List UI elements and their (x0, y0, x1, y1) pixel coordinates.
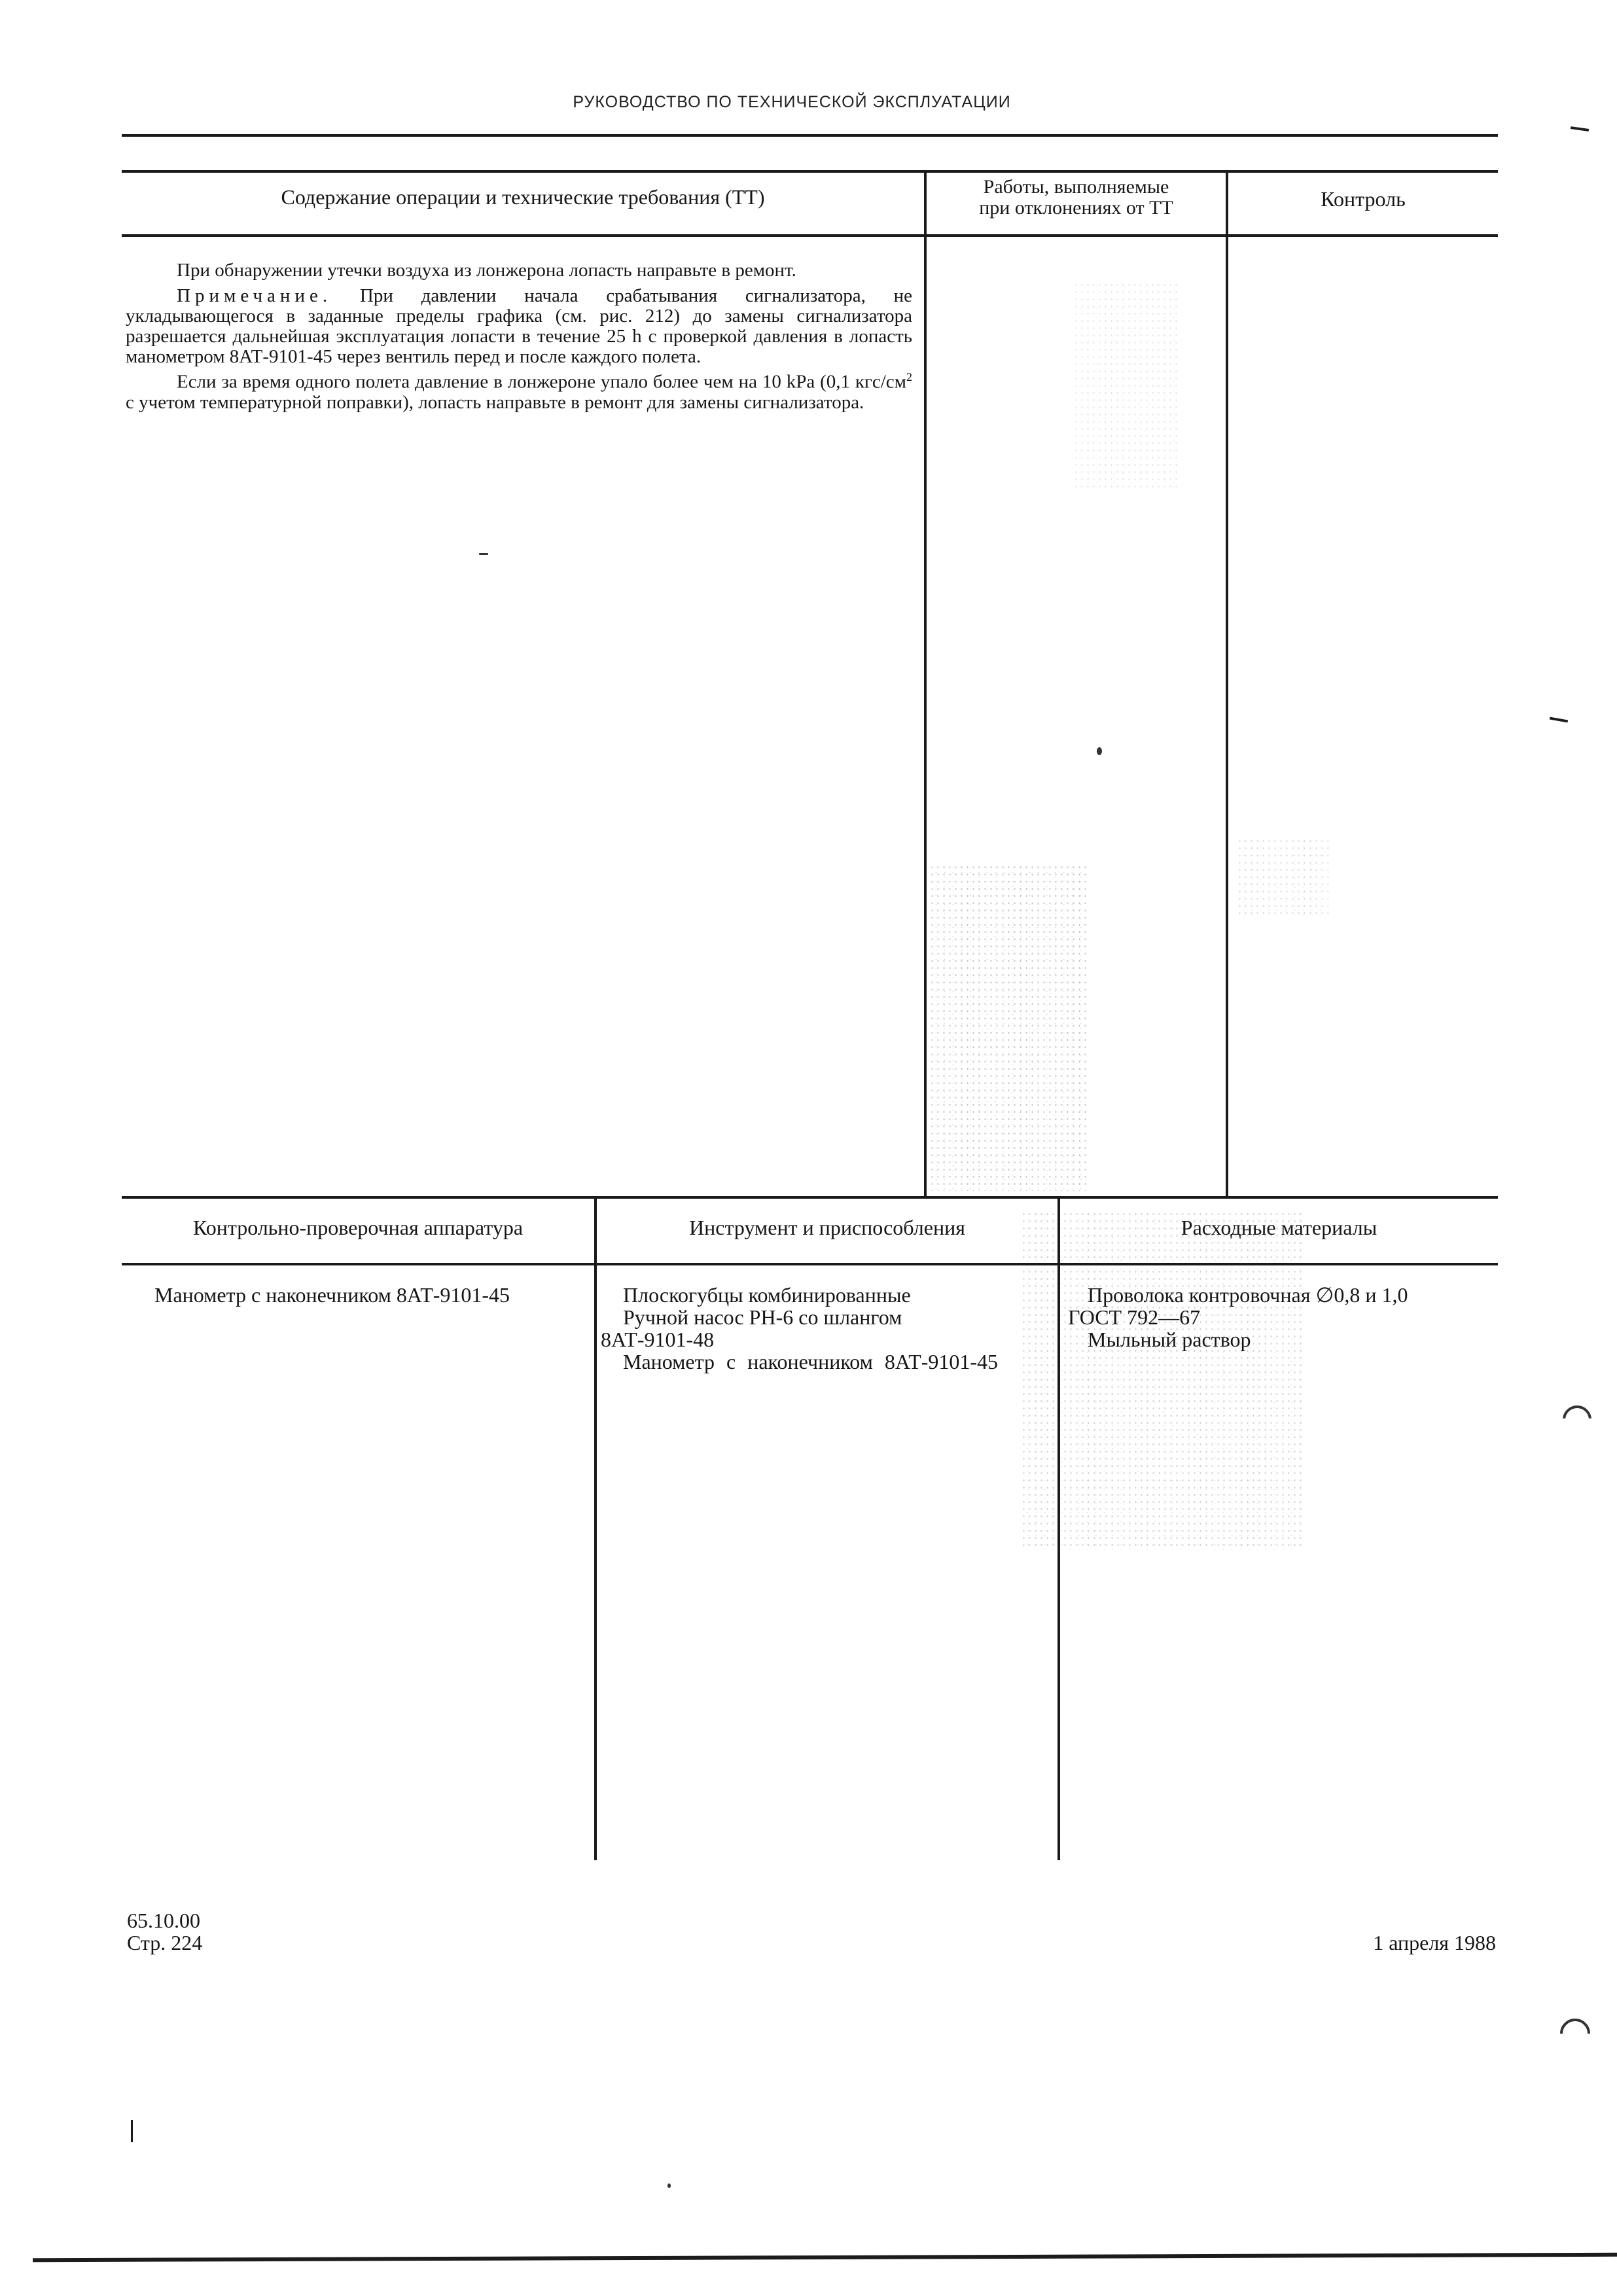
tools-item: Ручной насос РН-6 со шлангом (623, 1305, 902, 1329)
section-code: 65.10.00 (127, 1909, 200, 1932)
note-text: При давлении начала срабатывания сигнализатора, не укладывающегося в заданные пределы графика (см. рис. 212) до замены сигнализатора разрешается дальнейшая эксплуатация лопасти в течение 25 h с проверкой давления в лопасть манометром 8АТ-9101-45 через вентиль перед и после каждого полета. (126, 285, 912, 367)
equipment-col-divider-1 (594, 1196, 597, 1860)
pressure-drop-paragraph (126, 367, 912, 413)
footer-left (127, 1909, 202, 1954)
materials-item: Мыльный раствор (1088, 1328, 1251, 1351)
col-header-deviation-line2: при отклонениях от ТТ (979, 196, 1173, 219)
materials-list (1068, 1284, 1500, 1351)
scan-edge-tick (131, 2120, 133, 2142)
col-header-control: Контроль (1321, 187, 1406, 211)
tools-item-continued: 8АТ-9101-48 (601, 1328, 715, 1351)
equipment-top-rule (122, 1196, 1498, 1199)
scan-noise-deviation-column (929, 864, 1086, 1191)
punch-hole-mark (1563, 1405, 1591, 1434)
leak-instruction: При обнаружении утечки воздуха из лонжерона лопасть направьте в ремонт. (177, 260, 796, 281)
note-paragraph (126, 286, 912, 367)
col-header-deviation-line1: Работы, выполняемые (983, 176, 1169, 198)
scan-edge-line (33, 2253, 1617, 2262)
issue-date: 1 апреля 1988 (1373, 1931, 1496, 1954)
page-number: Стр. 224 (127, 1931, 203, 1954)
top-rule (122, 134, 1498, 137)
col-header-deviation (927, 177, 1226, 218)
tools-list (601, 1284, 1059, 1373)
main-col-divider-1 (924, 170, 927, 1197)
col-header-materials: Расходные материалы (1181, 1216, 1377, 1239)
table-header-rule (122, 234, 1498, 237)
scan-speck (1097, 747, 1102, 755)
pressure-drop-text-b: с учетом температурной поправки), лопасть направьте в ремонт для замены сигнализатора. (126, 391, 864, 413)
scan-noise-top (1073, 281, 1178, 491)
equipment-header-rule (122, 1263, 1498, 1265)
operation-content (126, 260, 912, 413)
running-title: РУКОВОДСТВО ПО ТЕХНИЧЕСКОЙ ЭКСПЛУАТАЦИИ (573, 93, 1011, 111)
tools-item: Манометр с наконечником 8АТ-9101-45 (623, 1350, 999, 1373)
tools-item: Плоскогубцы комбинированные (623, 1283, 911, 1307)
main-col-divider-2 (1226, 170, 1228, 1197)
note-label: Примечание. (177, 285, 332, 306)
scan-noise-materials (1021, 1210, 1302, 1551)
punch-hole-mark (1560, 2019, 1590, 2049)
edge-dash (1571, 126, 1589, 132)
scan-speck (667, 2183, 671, 2188)
edge-dash (1550, 717, 1568, 723)
apparatus-list (154, 1284, 586, 1306)
scan-noise-control-column (1237, 838, 1328, 916)
pressure-drop-text-a: Если за время одного полета давление в лонжероне упало более чем на 10 kPa (0,1 кгс/см (177, 371, 906, 393)
col-header-tools: Инструмент и приспособления (689, 1216, 965, 1239)
table-top-rule (122, 170, 1498, 173)
pressure-unit-superscript: 2 (906, 370, 912, 383)
materials-item-continued: ГОСТ 792—67 (1068, 1305, 1201, 1329)
col-header-apparatus: Контрольно-проверочная аппаратура (192, 1216, 524, 1239)
materials-item: Проволока контровочная ∅0,8 и 1,0 (1088, 1283, 1408, 1307)
scan-speck (479, 553, 488, 555)
col-header-content: Содержание операции и технические требования (ТТ) (281, 185, 765, 209)
apparatus-item: Манометр с наконечником 8АТ-9101-45 (154, 1283, 510, 1307)
